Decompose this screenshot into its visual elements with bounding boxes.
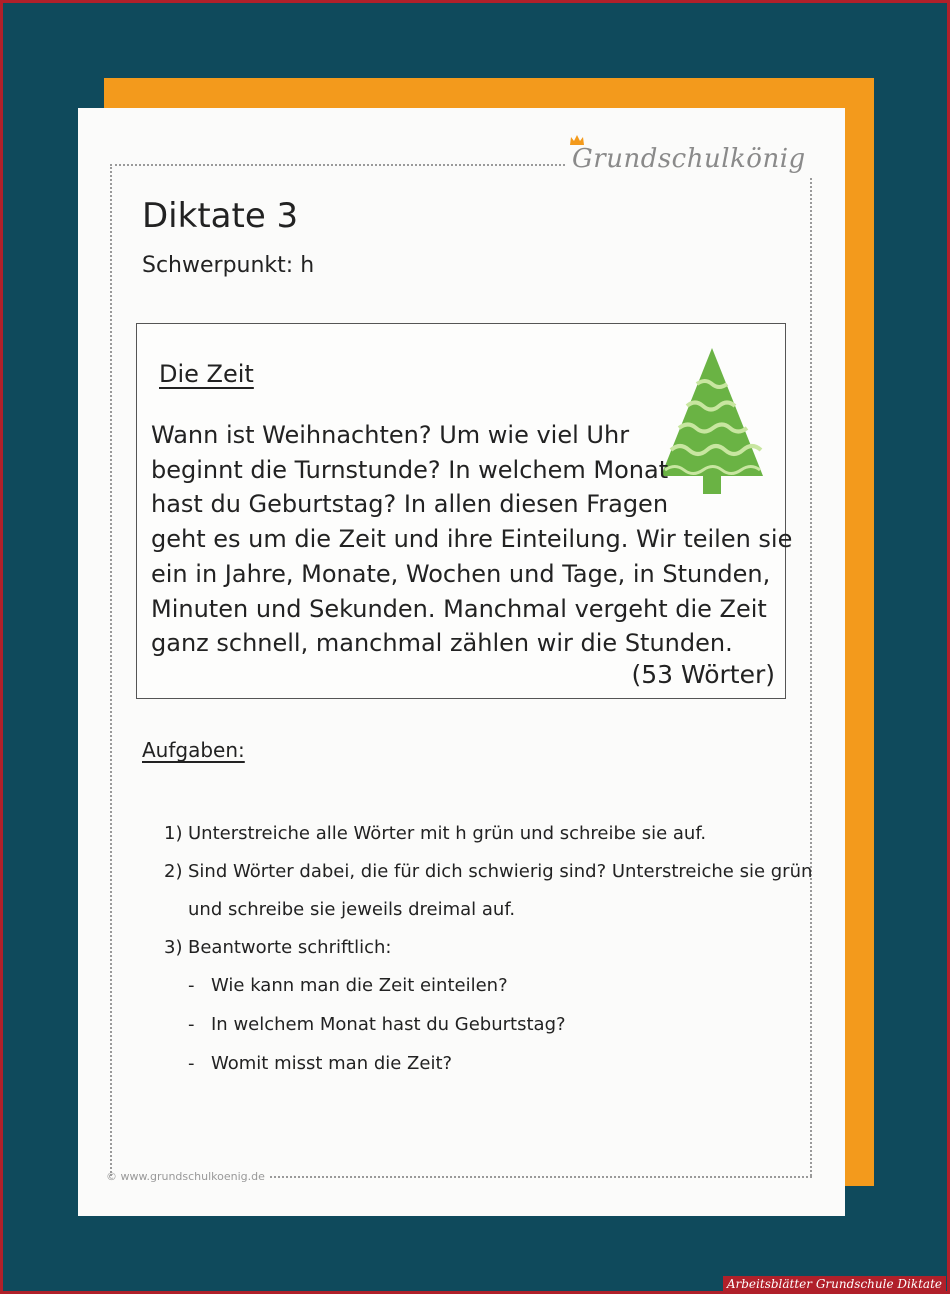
question-item [164, 1050, 794, 1089]
task-item [164, 934, 794, 972]
task-text: Unterstreiche alle Wörter mit h grün und schreibe sie auf. [188, 823, 707, 844]
task-text: Beantworte schriftlich: [188, 937, 392, 958]
worksheet-page [78, 108, 845, 1216]
question-text: In welchem Monat hast du Geburtstag? [211, 1014, 566, 1035]
dictation-line: ganz schnell, manchmal zählen wir die Stunden. [151, 629, 733, 658]
task-list [164, 820, 813, 1089]
worksheet-title: Diktate 3 [142, 196, 299, 236]
brand-logo: Grundschulkönig [572, 144, 806, 174]
task-number: 3) [164, 937, 183, 958]
dotted-border-top [110, 164, 565, 166]
bullet-dash: - [188, 975, 195, 996]
question-text: Womit misst man die Zeit? [211, 1053, 453, 1074]
dictation-title: Die Zeit [159, 360, 254, 388]
dotted-border-left [110, 164, 112, 1176]
worksheet-subtitle: Schwerpunkt: h [142, 253, 315, 278]
footer-url: © www.grundschulkoenig.de [106, 1170, 265, 1183]
question-item [164, 972, 794, 1011]
task-text: und schreibe sie jeweils dreimal auf. [188, 899, 516, 920]
task-text: Sind Wörter dabei, die für dich schwierig sind? Unterstreiche sie grün [188, 861, 813, 882]
dictation-line: beginnt die Turnstunde? In welchem Monat [151, 455, 669, 484]
task-item-continuation [164, 896, 794, 934]
bullet-dash: - [188, 1053, 195, 1074]
question-item [164, 1011, 794, 1050]
question-text: Wie kann man die Zeit einteilen? [211, 975, 508, 996]
dictation-line: hast du Geburtstag? In allen diesen Fragen [151, 490, 669, 519]
dictation-line: Wann ist Weihnachten? Um wie viel Uhr [151, 421, 630, 449]
task-number: 1) [164, 823, 183, 844]
tasks-heading: Aufgaben: [142, 738, 245, 762]
dictation-line: geht es um die Zeit und ihre Einteilung. Wir teilen sie [151, 525, 793, 554]
dotted-border-bottom [270, 1176, 812, 1178]
dictation-line: Minuten und Sekunden. Manchmal vergeht die Zeit [151, 594, 767, 623]
task-number: 2) [164, 861, 183, 882]
bullet-dash: - [188, 1014, 195, 1035]
dictation-line: ein in Jahre, Monate, Wochen und Tage, in Stunden, [151, 559, 771, 588]
word-count: (53 Wörter) [631, 660, 775, 689]
dictation-text [151, 418, 793, 661]
watermark-caption: Arbeitsblätter Grundschule Diktate [723, 1276, 946, 1292]
task-item [164, 820, 794, 858]
dotted-border-right [810, 178, 812, 1176]
dictation-box [136, 323, 793, 699]
task-item [164, 858, 813, 896]
